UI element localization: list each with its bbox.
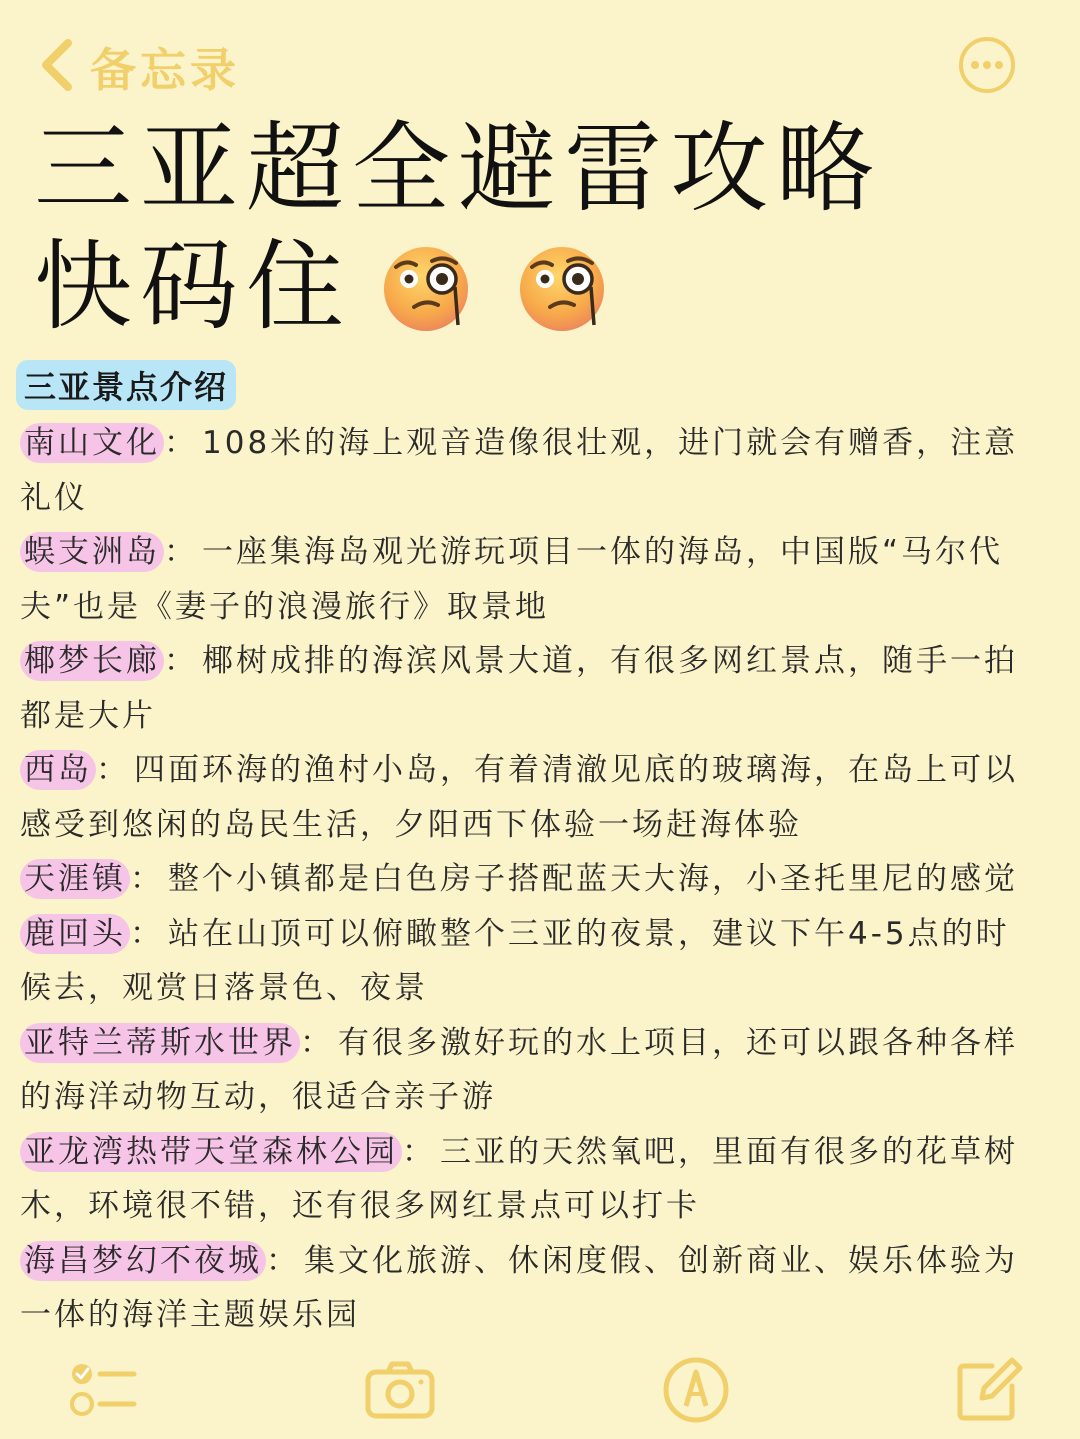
attraction-item (20, 907, 1030, 1016)
attraction-description: 椰树成排的海滨风景大道，有很多网红景点，随手一拍都是大片 (20, 643, 1018, 734)
markup-button[interactable] (660, 1354, 732, 1426)
note-body[interactable] (20, 360, 1030, 1343)
title-line-1: 三亚超全避雷攻略 (34, 112, 883, 226)
attraction-item (20, 416, 1030, 525)
attraction-colon: ： (130, 915, 164, 952)
camera-icon (364, 1411, 436, 1430)
more-icon (958, 79, 1016, 98)
face-with-monocle-icon (380, 241, 472, 333)
title-line-2 (34, 228, 1054, 346)
attraction-description: 四面环海的渔村小岛，有着清澈见底的玻璃海，在岛上可以感受到悠闲的岛民生活，夕阳西下体验一场赶海体验 (20, 752, 1018, 843)
attraction-colon: ： (164, 425, 198, 461)
compose-button[interactable] (952, 1354, 1024, 1426)
attraction-colon: ： (164, 534, 198, 570)
attraction-name: 椰梦长廊 (20, 641, 164, 681)
attraction-name: 鹿回头 (20, 914, 130, 954)
checklist-icon (68, 1411, 140, 1430)
attraction-name: 天涯镇 (20, 859, 130, 899)
attraction-item (20, 852, 1030, 907)
chevron-left-icon (36, 37, 76, 97)
attraction-description: 站在山顶可以俯瞰整个三亚的夜景，建议下午4-5点的时候去，观赏日落景色、夜景 (20, 915, 1010, 1006)
checklist-button[interactable] (68, 1354, 140, 1426)
attraction-colon: ： (300, 1024, 334, 1061)
attraction-item (20, 1125, 1030, 1234)
attraction-description: 108米的海上观音造像很壮观，进门就会有赠香，注意礼仪 (20, 425, 1019, 516)
attractions-list (20, 416, 1030, 1343)
attraction-name: 西岛 (20, 750, 96, 790)
compose-icon (952, 1411, 1024, 1430)
attraction-description: 三亚的天然氧吧，里面有很多的花草树木，环境很不错，还有很多网红景点可以打卡 (20, 1133, 1018, 1224)
bottom-toolbar (0, 1340, 1080, 1439)
attraction-item (20, 1016, 1030, 1125)
attraction-description: 集文化旅游、休闲度假、创新商业、娱乐体验为一体的海洋主题娱乐园 (20, 1242, 1018, 1333)
attraction-colon: ： (130, 861, 164, 897)
attraction-description: 一座集海岛观光游玩项目一体的海岛，中国版“马尔代夫”也是《妻子的浪漫旅行》取景地 (20, 534, 1004, 625)
attraction-item (20, 634, 1030, 743)
attraction-name: 蜈支洲岛 (20, 532, 164, 572)
section-heading: 三亚景点介绍 (16, 360, 236, 410)
attraction-item (20, 743, 1030, 852)
attraction-colon: ： (96, 752, 130, 788)
attraction-description: 有很多激好玩的水上项目，还可以跟各种各样的海洋动物互动，很适合亲子游 (20, 1024, 1018, 1115)
camera-button[interactable] (364, 1354, 436, 1426)
face-with-monocle-icon (516, 241, 608, 333)
attraction-item (20, 1234, 1030, 1343)
attraction-name: 海昌梦幻不夜城 (20, 1241, 266, 1281)
attraction-colon: ： (164, 643, 198, 679)
attraction-item (20, 525, 1030, 634)
title-line-2-text: 快码住 (34, 230, 353, 344)
markup-pen-icon (660, 1411, 732, 1430)
attraction-name: 亚龙湾热带天堂森林公园 (20, 1132, 402, 1172)
attraction-name: 南山文化 (20, 423, 164, 463)
attraction-description: 整个小镇都是白色房子搭配蓝天大海，小圣托里尼的感觉 (168, 861, 1018, 897)
note-title (34, 110, 1054, 346)
more-button[interactable] (958, 36, 1016, 94)
attraction-colon: ： (402, 1133, 436, 1170)
attraction-name: 亚特兰蒂斯水世界 (20, 1023, 300, 1063)
back-button[interactable] (36, 34, 240, 100)
back-label: 备忘录 (90, 43, 240, 97)
attraction-colon: ： (266, 1242, 300, 1279)
